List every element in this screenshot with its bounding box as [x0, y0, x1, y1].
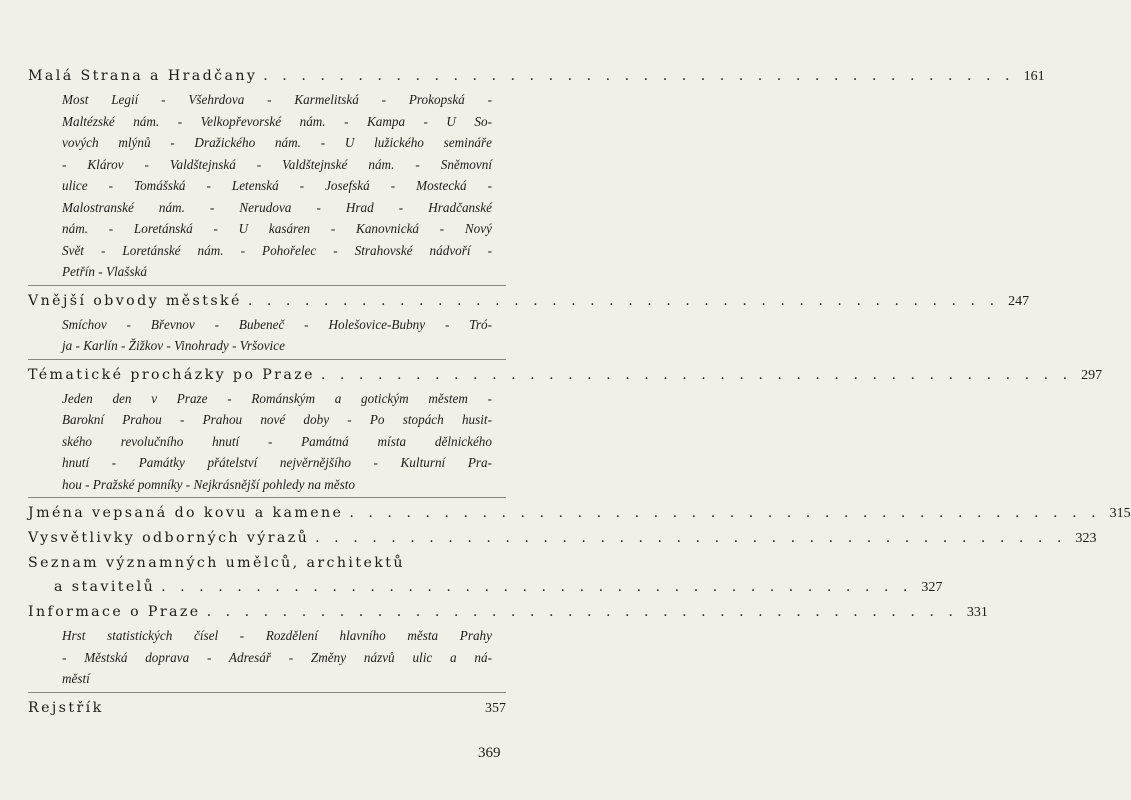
toc-entry-page: 357 [485, 700, 506, 716]
toc-entry-page: 331 [966, 605, 988, 620]
subsection-line: hou - Pražské pomníky - Nejkrásnější pohledy na město [62, 476, 355, 492]
subsection-line: Svět - Loretánské nám. - Pohořelec - Strahovské nádvoří - [62, 242, 492, 258]
leader-dots: . . . . . . . . . . . . . . . . . . . . . . . . . . . . . . . . . . . . . . . . [161, 579, 913, 595]
subsection-line: městí [62, 671, 90, 686]
toc-entry-heading [28, 600, 988, 625]
toc-entry [28, 363, 1103, 496]
toc-entry-title-continued: a stavitelů [54, 579, 156, 595]
subsection-line: Most Legií - Všehrdova - Karmelitská - Prokopská - [62, 92, 492, 107]
toc-entry-title: Informace o Praze [28, 604, 201, 620]
subsection-line: Barokní Prahou - Prahou nové doby - Po stopách husit- [62, 412, 492, 427]
toc-entry-subsections [28, 314, 506, 357]
toc-entry-page: 315 [1109, 506, 1131, 521]
toc-entry-subsections [28, 625, 506, 690]
subsection-line: Hrst statistických čísel - Rozdělení hlavního města Prahy [62, 628, 492, 643]
leader-dots: . . . . . . . . . . . . . . . . . . . . . . . . . . . . . . . . . . . . . . . . [247, 292, 1000, 309]
subsection-line: ja - Karlín - Žižkov - Vinohrady - Vršovice [62, 338, 285, 353]
toc-entry-page: 161 [1023, 69, 1045, 84]
page-number: 369 [478, 745, 501, 761]
toc-entry-title: Jména vepsaná do kovu a kamene [28, 505, 344, 521]
divider [28, 497, 506, 498]
toc-entry-title: Vnější obvody městské [28, 292, 242, 309]
leader-dots: . . . . . . . . . . . . . . . . . . . . . . . . . . . . . . . . . . . . . . . . [206, 604, 958, 620]
toc-entry-title: Tématické procházky po Praze [28, 366, 315, 383]
toc-entry-heading [28, 501, 1131, 526]
toc-entry-title: Malá Strana a Hradčany [28, 68, 258, 84]
toc-entry [28, 696, 506, 721]
leader-dots: . . . . . . . . . . . . . . . . . . . . . . . . . . . . . . . . . . . . . . . . [349, 505, 1101, 521]
toc-entry-heading [28, 526, 1097, 551]
leader-dots: . . . . . . . . . . . . . . . . . . . . . . . . . . . . . . . . . . . . . . . . [320, 366, 1073, 383]
toc-entry-page: 327 [921, 580, 943, 595]
toc-entry [28, 64, 1045, 283]
toc-entry-page: 323 [1075, 531, 1097, 546]
toc-entry-subsections [28, 388, 506, 496]
leader-dots: . . . . . . . . . . . . . . . . . . . . . . . . . . . . . . . . . . . . . . . . [315, 530, 1067, 546]
toc-entry [28, 600, 988, 690]
toc-entry-heading [28, 696, 506, 721]
toc-entry-heading [28, 363, 1103, 388]
toc-entry [28, 551, 943, 600]
toc-entry [28, 526, 1097, 551]
toc-entry-title: Rejstřík [28, 699, 104, 716]
leader-dots: . . . . . . . . . . . . . . . . . . . . . . . . . . . . . . . . . . . . . . . . [263, 68, 1015, 84]
toc-entry-heading [28, 551, 506, 575]
subsection-line: hnutí - Památky přátelství nejvěrnějšího - Kulturní Pra- [62, 455, 492, 470]
subsection-line: ulice - Tomášská - Letenská - Josefská - Mostecká - [62, 178, 492, 193]
toc-entry-heading-continued [28, 575, 943, 600]
toc-entry-page: 297 [1081, 367, 1103, 383]
table-of-contents [28, 64, 1131, 721]
toc-entry-heading [28, 64, 1045, 89]
toc-entry-title: Seznam významných umělců, architektů [28, 555, 405, 571]
subsection-line: Maltézské nám. - Velkopřevorské nám. - Kampa - U So- [62, 113, 492, 129]
subsection-line: - Městská doprava - Adresář - Změny názvů ulic a ná- [62, 649, 492, 665]
divider [28, 285, 506, 286]
subsection-line: Malostranské nám. - Nerudova - Hrad - Hradčanské [62, 199, 492, 215]
toc-entry-page: 247 [1008, 293, 1030, 309]
subsection-line: Jeden den v Praze - Románským a gotickým městem - [62, 390, 492, 406]
toc-entry-subsections [28, 89, 506, 283]
divider [28, 359, 506, 360]
subsection-line: Petřín - Vlašská [62, 264, 147, 279]
toc-entry-title: Vysvětlivky odborných výrazů [28, 530, 310, 546]
subsection-line: nám. - Loretánská - U kasáren - Kanovnická - Nový [62, 221, 492, 236]
toc-entry [28, 289, 1030, 357]
subsection-line: - Klárov - Valdštejnská - Valdštejnské nám. - Sněmovní [62, 156, 492, 172]
subsection-line: ského revolučního hnutí - Památná místa dělnického [62, 433, 492, 449]
divider [28, 692, 506, 693]
toc-entry-heading [28, 289, 1030, 314]
subsection-line: vových mlýnů - Dražického nám. - U lužického semináře [62, 135, 492, 150]
toc-entry [28, 501, 1131, 526]
subsection-line: Smíchov - Břevnov - Bubeneč - Holešovice-Bubny - Tró- [62, 316, 492, 332]
